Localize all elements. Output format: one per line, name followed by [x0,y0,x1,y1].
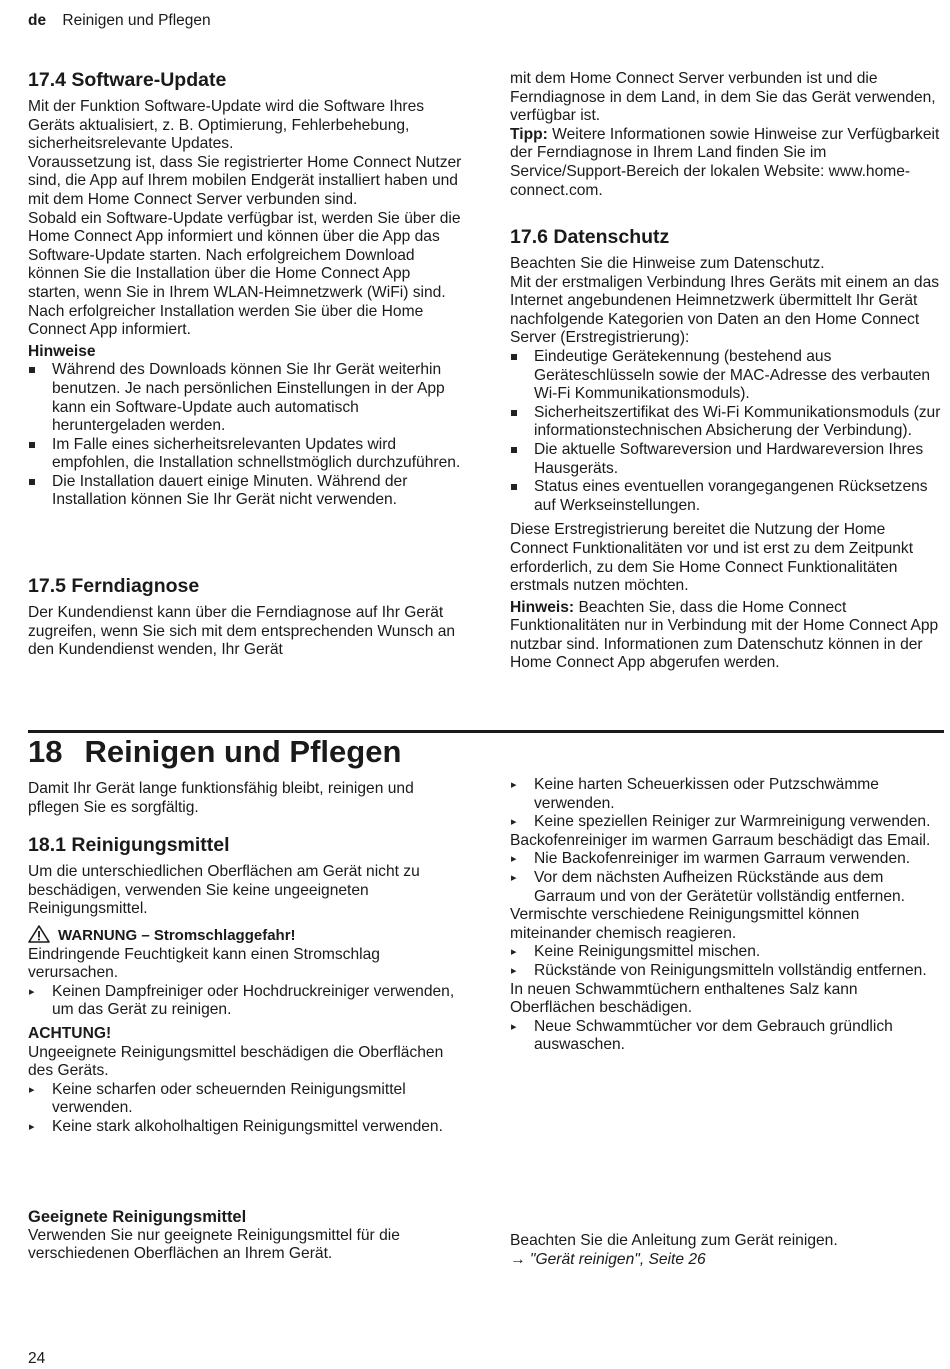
caution-list-continued [510,776,944,832]
notes-list [28,361,466,510]
warning-heading [28,925,466,946]
language-code: de [28,12,47,29]
paragraph: mit dem Home Connect Server verbunden ist und die Ferndiagnose in dem Land, in dem Sie das Gerät verwenden, verfügbar ist. [510,70,936,125]
list-item: ▸ Rückstände von Reinigungsmitteln vollständig entfernen. [510,962,944,981]
caution-list [510,943,944,980]
section-17-4 [28,68,466,510]
chapter-number: 18 [28,734,63,769]
list-item: Im Falle eines sicherheitsrelevanten Updates wird empfohlen, die Installation schnellstmöglich durchzuführen. [28,436,466,473]
paragraph: Sobald ein Software-Update verfügbar ist, werden Sie über die Home Connect App informiert und können über die App das Software-Update starten. Nach erfolgreichem Download können Sie die Installation über die Home Connect App starten, wenn Sie in Ihrem WLAN-Heimnetzwerk (WiFi) sind. Nach erfolgreicher Installation werden Sie über die Home Connect App informiert. [28,209,461,339]
header-title: Reinigen und Pflegen [62,12,211,29]
suitable-cleaners-section [28,1208,466,1264]
list-item: Während des Downloads können Sie Ihr Gerät weiterhin benutzen. Je nach persönlichen Einstellungen in der App kann ein Software-Update auch automatisch heruntergeladen werden. [28,361,466,435]
list-item: ▸ Keine harten Scheuerkissen oder Putzschwämme verwenden. [510,776,944,813]
chapter-intro: Damit Ihr Gerät lange funktionsfähig bleibt, reinigen und pflegen Sie es sorgfältig. [28,780,414,816]
suitable-cleaners-heading: Geeignete Reinigungsmittel [28,1208,247,1226]
list-item: ▸ Keine stark alkoholhaltigen Reinigungsmittel verwenden. [28,1118,466,1137]
list-item: Eindeutige Gerätekennung (bestehend aus Geräteschlüsseln sowie der MAC-Adresse des verbauten Wi-Fi Kommunikationsmoduls). [510,348,944,404]
list-item: ▸ Keine Reinigungsmittel mischen. [510,943,944,962]
list-item: ▸ Neue Schwammtücher vor dem Gebrauch gründlich auswaschen. [510,1018,944,1055]
paragraph: Mit der Funktion Software-Update wird die Software Ihres Geräts aktualisiert, z. B. Optimierung, Fehlerbehebung, sicherheitsrelevante Updates. [28,98,425,153]
note-text: Beachten Sie, dass die Home Connect Funktionalitäten nur in Verbindung mit der Home Connect App nutzbar sind. Informationen zum Datenschutz können in der Home Connect App abgerufen werden. [510,598,939,672]
paragraph: Backofenreiniger im warmen Garraum beschädigt das Email. [510,831,931,849]
list-item: Status eines eventuellen vorangegangenen Rücksetzens auf Werkseinstellungen. [510,478,944,515]
section-heading-datenschutz: 17.6 Datenschutz [510,226,670,248]
chapter-title [28,733,401,771]
paragraph: Um die unterschiedlichen Oberflächen am Gerät nicht zu beschädigen, verwenden Sie keine ungeeigneten Reinigungsmittel. [28,863,420,918]
paragraph: Der Kundendienst kann über die Ferndiagnose auf Ihr Gerät zugreifen, wenn Sie sich mit dem entsprechenden Wunsch an den Kundendienst wenden, Ihr Gerät [28,604,456,659]
chapter-18-left-column [28,780,466,1137]
paragraph: Beachten Sie die Anleitung zum Gerät reinigen. [510,1232,838,1249]
paragraph: Beachten Sie die Hinweise zum Datenschutz. [510,255,825,272]
tip-label: Tipp: [510,125,548,143]
list-item: ▸ Keine scharfen oder scheuernden Reinigungsmittel verwenden. [28,1081,466,1118]
caution-list [28,1081,466,1137]
chapter-18-right-column [510,776,944,1055]
paragraph: Mit der erstmaligen Verbindung Ihres Geräts mit einem an das Internet angebundenen Heimnetzwerk übermittelt Ihr Gerät nachfolgende Kategorien von Daten an den Home Connect Server (Erstregistrierung): [510,273,940,347]
section-17-6 [510,225,944,673]
warning-list [28,983,466,1020]
list-item: ▸ Keinen Dampfreiniger oder Hochdruckreiniger verwenden, um das Gerät zu reinigen. [28,983,466,1020]
warning-triangle-icon [28,925,50,943]
note-label: Hinweis: [510,598,575,616]
list-item: ▸ Keine speziellen Reiniger zur Warmreinigung verwenden. [510,813,944,832]
list-item: Die Installation dauert einige Minuten. Während der Installation können Sie Ihr Gerät nicht verwenden. [28,473,466,510]
list-item: Sicherheitszertifikat des Wi-Fi Kommunikationsmoduls (zur informationstechnischen Absicherung der Verbindung). [510,404,944,441]
section-heading-ferndiagnose: 17.5 Ferndiagnose [28,575,200,597]
paragraph: Verwenden Sie nur geeignete Reinigungsmittel für die verschiedenen Oberflächen an Ihrem Gerät. [28,1226,400,1263]
paragraph: In neuen Schwammtüchern enthaltenes Salz kann Oberflächen beschädigen. [510,980,858,1017]
notes-label: Hinweise [28,342,96,360]
list-item: Die aktuelle Softwareversion und Hardwareversion Ihres Hausgeräts. [510,441,944,478]
page-reference-link[interactable]: → "Gerät reinigen", Seite 26 [510,1250,706,1268]
chapter-title-text: Reinigen und Pflegen [84,734,402,769]
page-header [28,12,211,31]
list-item: ▸ Vor dem nächsten Aufheizen Rückstände aus dem Garraum und von der Gerätetür vollständig entfernen. [510,869,944,906]
note-paragraph [510,599,944,673]
tip-text: Weitere Informationen sowie Hinweise zur Verfügbarkeit der Ferndiagnose in Ihrem Land finden Sie im Service/Support-Bereich der lokalen Website: www.home-connect.com. [510,125,940,199]
manual-reference [510,1232,944,1269]
warning-text: Eindringende Feuchtigkeit kann einen Stromschlag verursachen. [28,945,380,982]
paragraph: Voraussetzung ist, dass Sie registrierter Home Connect Nutzer sind, die App auf Ihrem mobilen Endgerät installiert haben und mit dem Home Connect Server verbunden sind. [28,153,462,208]
warning-title: WARNUNG – Stromschlaggefahr! [58,926,296,944]
caution-list [510,1018,944,1055]
tip-paragraph [510,126,944,200]
page-number: 24 [28,1350,46,1367]
list-item: ▸ Nie Backofenreiniger im warmen Garraum verwenden. [510,850,944,869]
data-categories-list [510,348,944,515]
section-heading-software-update: 17.4 Software-Update [28,69,227,91]
caution-text: Ungeeignete Reinigungsmittel beschädigen die Oberflächen des Geräts. [28,1043,444,1080]
section-heading-reinigungsmittel: 18.1 Reinigungsmittel [28,834,230,857]
caution-heading: ACHTUNG! [28,1024,112,1042]
caution-list [510,850,944,906]
paragraph: Diese Erstregistrierung bereitet die Nutzung der Home Connect Funktionalitäten vor und ist erst zu dem Zeitpunkt erforderlich, zu dem Sie Home Connect Funktionalitäten erstmals nutzen möchten. [510,521,914,595]
section-17-5 [28,574,466,660]
section-17-5-continued [510,70,944,200]
paragraph: Vermischte verschiedene Reinigungsmittel können miteinander chemisch reagieren. [510,906,860,942]
